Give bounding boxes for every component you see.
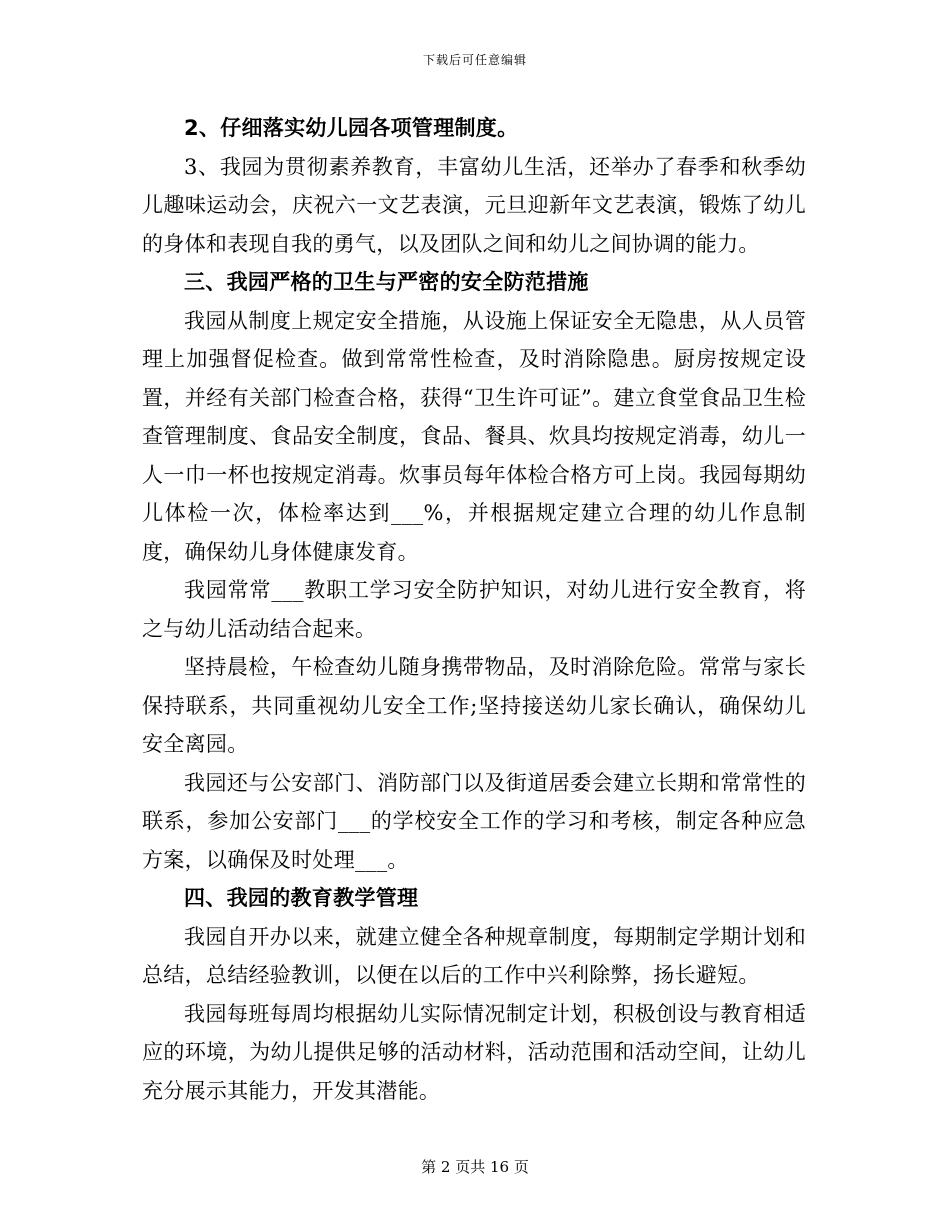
paragraph-police-liaison: 我园还与公安部门、消防部门以及街道居委会建立长期和常常性的联系，参加公安部门___的学校安全工作的学习和考核，制定各种应急方案，以确保及时处理___。 bbox=[142, 770, 806, 872]
page-footer bbox=[0, 1157, 950, 1177]
paragraph-activities: 3、我园为贯彻素养教育，丰富幼儿生活，还举办了春季和秋季幼儿趣味运动会，庆祝六一文艺表演，元旦迎新年文艺表演，锻炼了幼儿的身体和表现自我的勇气，以及团队之间和幼儿之间协调的能力。 bbox=[142, 154, 806, 256]
section-item-2: 2、仔细落实幼儿园各项管理制度。 bbox=[184, 116, 519, 140]
section-heading-safety: 三、我园严格的卫生与严密的安全防范措施 bbox=[184, 270, 589, 294]
paragraph-morning-check: 坚持晨检，午检查幼儿随身携带物品，及时消除危险。常常与家长保持联系，共同重视幼儿安全工作;坚持接送幼儿家长确认，确保幼儿安全离园。 bbox=[142, 655, 806, 756]
paragraph-class-plans: 我园每班每周均根据幼儿实际情况制定计划，积极创设与教育相适应的环境，为幼儿提供足够的活动材料，活动范围和活动空间，让幼儿充分展示其能力，开发其潜能。 bbox=[142, 1001, 806, 1103]
page-number: 第 2 页共 16 页 bbox=[421, 1158, 529, 1176]
header-note: 下载后可任意编辑 bbox=[422, 53, 527, 67]
section-heading-teaching: 四、我园的教育教学管理 bbox=[184, 886, 419, 910]
paragraph-safety-measures: 我园从制度上规定安全措施，从设施上保证安全无隐患，从人员管理上加强督促检查。做到常常性检查，及时消除隐患。厨房按规定设置，并经有关部门检查合格，获得“卫生许可证”。建立食堂食品卫生检查管理制度、食品安全制度，食品、餐具、炊具均按规定消毒，幼儿一人一巾一杯也按规定消毒。炊事员每年体检合格方可上岗。我园每期幼儿体检一次，体检率达到___%，并根据规定建立合理的幼儿作息制度，确保幼儿身体健康发育。 bbox=[142, 308, 806, 564]
document-body bbox=[142, 109, 806, 1110]
paragraph-regulations: 我园自开办以来，就建立健全各种规章制度，每期制定学期计划和总结，总结经验教训，以便在以后的工作中兴利除弊，扬长避短。 bbox=[142, 924, 806, 987]
paragraph-staff-training: 我园常常___教职工学习安全防护知识，对幼儿进行安全教育，将之与幼儿活动结合起来。 bbox=[142, 578, 806, 641]
